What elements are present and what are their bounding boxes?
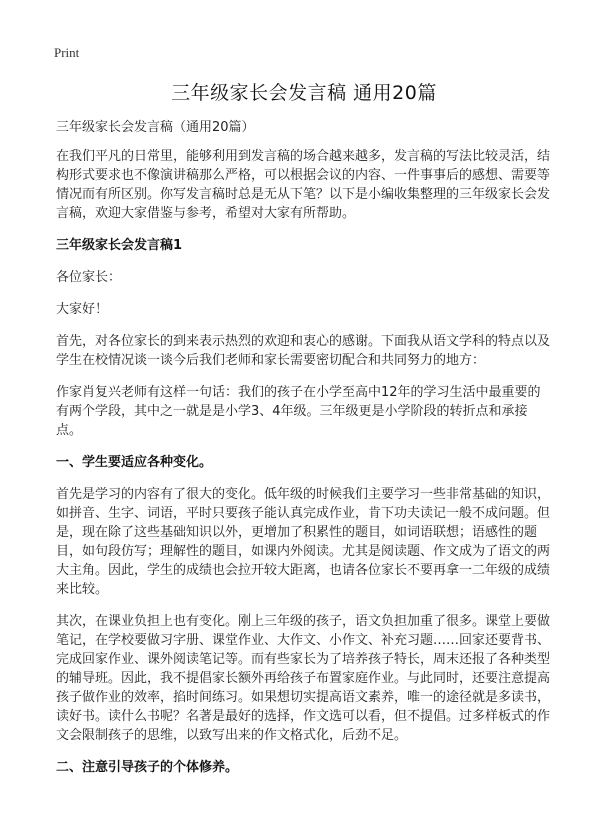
- body-paragraph: 首先是学习的内容有了很大的变化。低年级的时候我们主要学习一些非常基础的知识，如拼音、生字、词语，平时只要孩子能认真完成作业，肯下功夫读记一般不成问题。但是，现在除了这些基础知识以外，更增加了积累性的题目，如词语联想；语感性的题目，如句段仿写；理解性的题目，如课内外阅读。尤其是阅读题、作文成为了语文的两大主角。因此，学生的成绩也会拉开较大距离，也请各位家长不要再拿一二年级的成绩来比较。: [56, 487, 551, 597]
- section-heading-1: 三年级家长会发言稿1: [56, 238, 183, 253]
- document-subtitle: 三年级家长会发言稿（通用20篇）: [56, 120, 255, 135]
- body-paragraph: 首先，对各位家长的到来表示热烈的欢迎和衷心的感谢。下面我从语文学科的特点以及学生在校情况谈一谈今后我们老师和家长需要密切配合和共同努力的地方：: [56, 334, 551, 368]
- intro-paragraph: 在我们平凡的日常里，能够利用到发言稿的场合越来越多，发言稿的写法比较灵活，结构形式要求也不像演讲稿那么严格，可以根据会议的内容、一件事事后的感想、需要等情况而有所区别。你写发言稿时总是无从下笔？以下是小编收集整理的三年级家长会发言稿，欢迎大家借鉴与参考，希望对大家有所帮助。: [56, 149, 551, 221]
- body-paragraph: 其次，在课业负担上也有变化。刚上三年级的孩子，语文负担加重了很多。课堂上要做笔记，在学校要做习字册、课堂作业、大作文、小作文、补充习题……回家还要背书、完成回家作业、课外阅读笔记等。而有些家长为了培养孩子特长，周末还报了各种类型的辅导班。因此，我不提倡家长额外再给孩子布置家庭作业。与此同时，还要注意提高孩子做作业的效率，掐时间练习。如果想切实提高语文素养，唯一的途径就是多读书，读好书。读什么书呢？名著是最好的选择，作文选可以看，但不提倡。过多样板式的作文会限制孩子的思维，以致写出来的作文格式化，后劲不足。: [56, 614, 551, 743]
- greeting-line: 各位家长：: [56, 270, 122, 285]
- document-body: [56, 118, 550, 790]
- greeting-line: 大家好！: [56, 302, 109, 317]
- print-label: Print: [54, 45, 80, 60]
- point-heading-2: 二、注意引导孩子的个体修养。: [56, 760, 239, 775]
- body-paragraph: 作家肖复兴老师有这样一句话：我们的孩子在小学至高中12年的学习生活中最重要的有两个学段，其中之一就是是小学3、4年级。三年级更是小学阶段的转折点和承接点。: [56, 385, 541, 438]
- page-title: 三年级家长会发言稿 通用20篇: [171, 82, 437, 104]
- point-heading-1: 一、学生要适应各种变化。: [56, 455, 213, 470]
